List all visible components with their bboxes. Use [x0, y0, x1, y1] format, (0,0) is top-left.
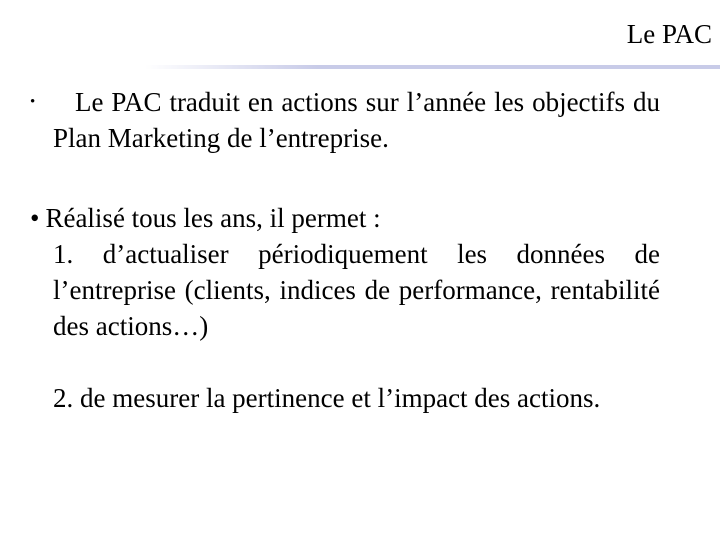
bullet-marker: •: [30, 94, 36, 110]
bullet-text: Réalisé tous les ans, il permet :: [45, 203, 381, 233]
title-underline: [145, 65, 720, 69]
slide-title: Le PAC: [626, 19, 712, 49]
bullet-marker: •: [30, 203, 40, 233]
bullet-point-1: [30, 84, 660, 156]
bullet-point-2: [30, 200, 670, 416]
bullet-text: Le PAC traduit en actions sur l’année les objectifs du Plan Marketing de l’entreprise.: [53, 87, 660, 153]
bullet-heading: [30, 200, 670, 236]
list-item: 2. de mesurer la pertinence et l’impact des actions.: [53, 383, 601, 413]
list-item: 1. d’actualiser périodiquement les données de l’entreprise (clients, indices de performance, rentabilité des actions…): [53, 239, 660, 341]
